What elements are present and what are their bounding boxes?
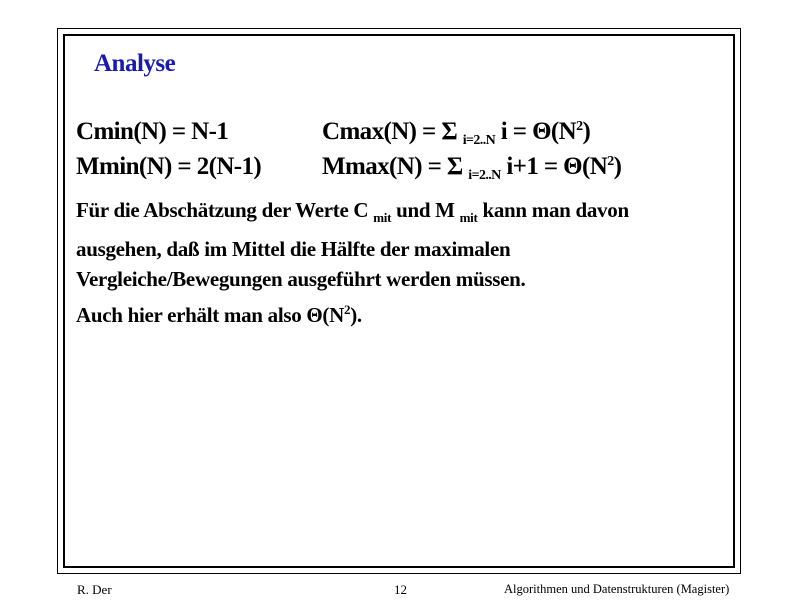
formula-mmax-end: ) xyxy=(613,153,622,180)
paragraph-line-3: Vergleiche/Bewegungen ausgeführt werden müssen. xyxy=(76,267,526,291)
paragraph-line-2: ausgehen, daß im Mittel die Hälfte der maximalen xyxy=(76,236,511,261)
footer-author: R. Der xyxy=(77,582,112,597)
formula-cmax-sup: 2 xyxy=(576,119,583,134)
explanation-paragraph xyxy=(76,195,629,330)
formula-cmax-prefix: Cmax(N) = Σ xyxy=(322,118,458,145)
paragraph-line-4 xyxy=(76,295,629,331)
footer-course: Algorithmen und Datenstrukturen (Magister) xyxy=(504,582,730,596)
slide-title: Analyse xyxy=(94,50,176,77)
formula-mmax xyxy=(322,153,621,184)
sub-mit-2: mit xyxy=(459,210,478,225)
line1-part-a: Für die Abschätzung der Werte C xyxy=(76,198,369,222)
formula-mmin: Mmin(N) = 2(N-1) xyxy=(76,153,262,180)
formula-cmax-sub: i=2..N xyxy=(462,133,496,148)
line4-sup: 2 xyxy=(344,301,351,317)
paragraph-line-1 xyxy=(76,195,629,234)
line1-part-b: und M xyxy=(396,198,455,222)
formula-mmax-sub: i=2..N xyxy=(468,168,501,183)
line1-part-c: kann man davon xyxy=(482,198,629,222)
line4-part-a: Auch hier erhält man also Θ(N xyxy=(76,302,344,327)
formula-cmax-end: ) xyxy=(582,118,591,145)
formula-cmin: Cmin(N) = N-1 xyxy=(76,118,229,145)
formula-cmax-mid: i = Θ(N xyxy=(500,118,577,145)
formula-mmax-prefix: Mmax(N) = Σ xyxy=(322,153,463,180)
formula-cmax xyxy=(322,118,590,149)
footer-page-number: 12 xyxy=(394,582,407,597)
sub-mit-1: mit xyxy=(373,210,392,225)
formula-mmax-sup: 2 xyxy=(607,154,614,169)
formula-mmax-mid: i+1 = Θ(N xyxy=(506,153,608,180)
line4-part-b: ). xyxy=(350,302,362,327)
